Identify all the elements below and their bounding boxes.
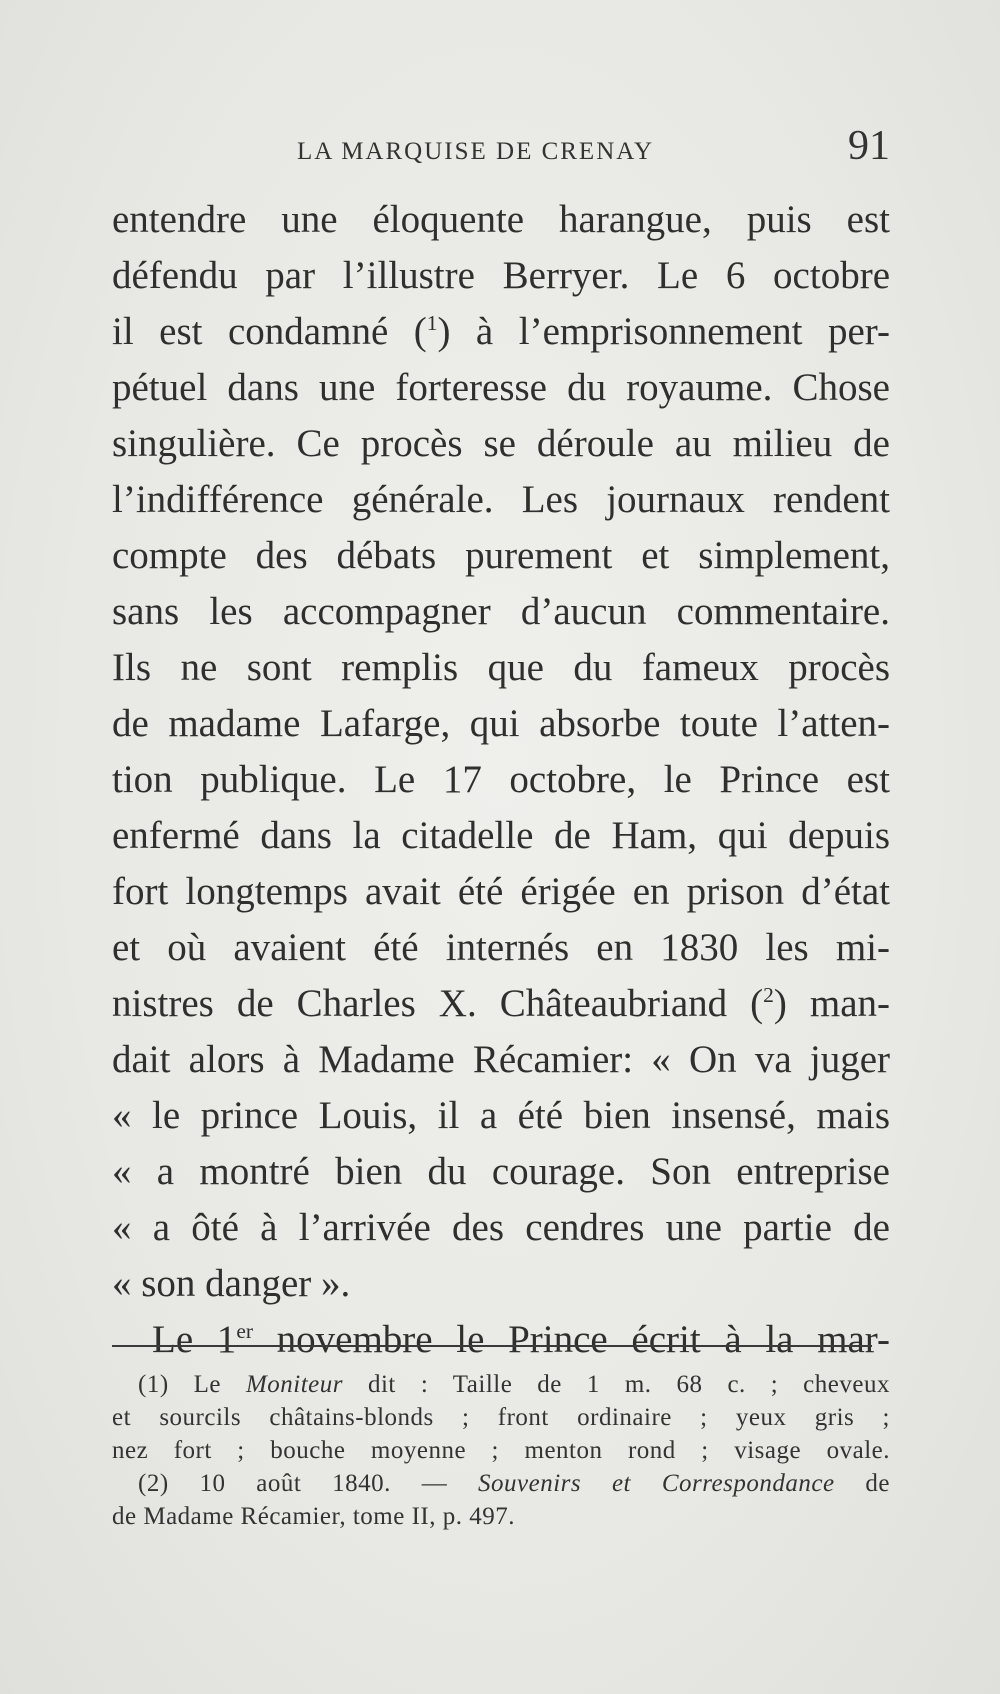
text-line: « a montré bien du courage. Son entreprise (112, 1150, 890, 1193)
text-fragment: (1) Le (138, 1371, 246, 1398)
text-line: pétuel dans une forteresse du royaume. Chose (112, 366, 890, 409)
text-line: compte des débats purement et simplement, (112, 534, 890, 577)
text-line: « a ôté à l’arrivée des cendres une partie de (112, 1206, 890, 1249)
text-line: de madame Lafarge, qui absorbe toute l’atten- (112, 702, 890, 745)
italic-title: Souvenirs et Correspondance (478, 1470, 835, 1497)
text-line: Ils ne sont remplis que du fameux procès (112, 646, 890, 689)
footnote-line (112, 1368, 890, 1401)
text-fragment: novembre le Prince écrit à la mar- (252, 1318, 890, 1361)
footnote-line: et sourcils châtains-blonds ; front ordinaire ; yeux gris ; (112, 1404, 890, 1431)
text-line: défendu par l’illustre Berryer. Le 6 octobre (112, 254, 890, 297)
running-head (112, 122, 890, 172)
footnote-ref: 2 (763, 983, 774, 1007)
text-line: fort longtemps avait été érigée en prison d’état (112, 870, 890, 913)
text-fragment: (2) 10 août 1840. — (138, 1470, 479, 1497)
text-line: entendre une éloquente harangue, puis est (112, 198, 890, 241)
italic-title: Moniteur (245, 1371, 343, 1398)
text-fragment: il est condamné ( (112, 310, 427, 353)
ordinal-suffix: er (236, 1319, 253, 1343)
text-line: et où avaient été internés en 1830 les mi- (112, 926, 890, 969)
footnote-rule (112, 1345, 872, 1347)
text-line: « le prince Louis, il a été bien insensé, mais (112, 1094, 890, 1137)
text-line: enfermé dans la citadelle de Ham, qui depuis (112, 814, 890, 857)
footnote-line (112, 1467, 890, 1500)
text-fragment: ) à l’emprisonnement per- (437, 310, 890, 353)
text-line: singulière. Ce procès se déroule au milieu de (112, 422, 890, 465)
body-text (112, 192, 890, 1368)
text-line (112, 1312, 890, 1368)
page-number: 91 (848, 123, 890, 169)
footnote-ref: 1 (426, 311, 438, 335)
text-line: tion publique. Le 17 octobre, le Prince est (112, 758, 890, 801)
running-title: LA MARQUISE DE CRENAY (297, 138, 655, 165)
text-line: « son danger ». (112, 1262, 351, 1305)
footnote-line: de Madame Récamier, tome II, p. 497. (112, 1503, 515, 1530)
footnotes (112, 1368, 890, 1533)
text-fragment: nistres de Charles X. Châteaubriand ( (112, 982, 764, 1025)
text-line: dait alors à Madame Récamier: « On va juger (112, 1038, 890, 1081)
text-line: l’indifférence générale. Les journaux rendent (112, 478, 890, 521)
text-line: sans les accompagner d’aucun commentaire. (112, 590, 890, 633)
text-line (112, 304, 890, 360)
text-line (112, 976, 890, 1032)
text-fragment: dit : Taille de 1 m. 68 c. ; cheveux (343, 1371, 890, 1398)
text-fragment: de (834, 1470, 890, 1497)
text-fragment: Le 1 (152, 1318, 237, 1361)
text-fragment: ) man- (773, 982, 890, 1025)
footnote-line: nez fort ; bouche moyenne ; menton rond ; visage ovale. (112, 1437, 890, 1464)
